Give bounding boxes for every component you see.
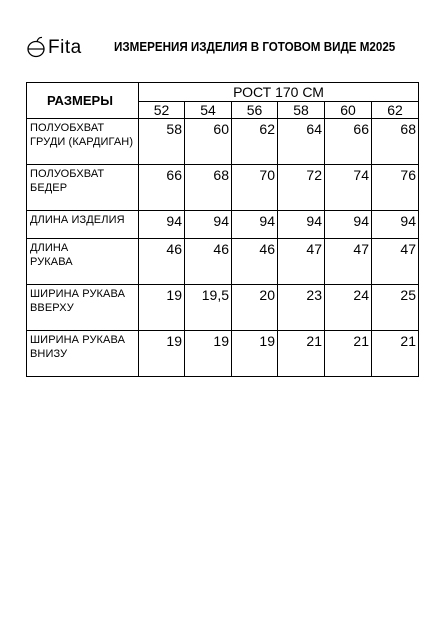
value-cell: 64	[278, 119, 325, 165]
value-cell: 47	[278, 239, 325, 285]
table-row	[27, 165, 419, 211]
value-cell: 25	[372, 285, 419, 331]
table-row	[27, 211, 419, 239]
value-cell: 47	[372, 239, 419, 285]
row-label-line: ВВЕРХУ	[30, 302, 74, 314]
row-label-line: ВНИЗУ	[30, 348, 68, 360]
row-label-line: ШИРИНА РУКАВА	[30, 288, 126, 300]
value-cell: 19	[139, 331, 185, 377]
row-label-line: ПОЛУОБХВАТ	[30, 168, 105, 180]
table-row	[27, 119, 419, 165]
table-row	[27, 285, 419, 331]
size-header: 58	[278, 102, 325, 119]
value-cell: 19,5	[185, 285, 232, 331]
value-cell: 21	[372, 331, 419, 377]
value-cell: 94	[139, 211, 185, 239]
row-label-line: ПОЛУОБХВАТ	[30, 122, 105, 134]
row-label	[27, 331, 139, 377]
row-label-line: ДЛИНА ИЗДЕЛИЯ	[30, 214, 125, 226]
row-label-line: ГРУДИ (КАРДИГАН)	[30, 136, 134, 148]
value-cell: 24	[325, 285, 372, 331]
table-row	[27, 331, 419, 377]
row-label-line: ДЛИНА	[30, 242, 69, 254]
fita-logo-icon	[26, 36, 46, 58]
table-header-row	[27, 83, 419, 102]
value-cell: 21	[278, 331, 325, 377]
size-header: 54	[185, 102, 232, 119]
size-header: 56	[232, 102, 278, 119]
size-header: 52	[139, 102, 185, 119]
value-cell: 94	[372, 211, 419, 239]
value-cell: 19	[139, 285, 185, 331]
value-cell: 74	[325, 165, 372, 211]
value-cell: 19	[185, 331, 232, 377]
brand-logo	[26, 32, 82, 62]
row-label	[27, 239, 139, 285]
page-header	[26, 32, 406, 62]
value-cell: 60	[185, 119, 232, 165]
value-cell: 70	[232, 165, 278, 211]
value-cell: 20	[232, 285, 278, 331]
value-cell: 66	[139, 165, 185, 211]
value-cell: 68	[185, 165, 232, 211]
height-header: РОСТ 170 СМ	[139, 83, 419, 102]
value-cell: 72	[278, 165, 325, 211]
row-label	[27, 285, 139, 331]
value-cell: 58	[139, 119, 185, 165]
value-cell: 46	[139, 239, 185, 285]
size-chart-table	[26, 82, 419, 377]
value-cell: 46	[185, 239, 232, 285]
value-cell: 46	[232, 239, 278, 285]
table-row	[27, 239, 419, 285]
sizes-header: РАЗМЕРЫ	[27, 83, 139, 119]
value-cell: 23	[278, 285, 325, 331]
row-label	[27, 119, 139, 165]
row-label-line: ШИРИНА РУКАВА	[30, 334, 126, 346]
size-header: 62	[372, 102, 419, 119]
value-cell: 94	[278, 211, 325, 239]
value-cell: 66	[325, 119, 372, 165]
value-cell: 62	[232, 119, 278, 165]
value-cell: 68	[372, 119, 419, 165]
row-label-line: РУКАВА	[30, 256, 73, 268]
value-cell: 21	[325, 331, 372, 377]
value-cell: 94	[325, 211, 372, 239]
size-header: 60	[325, 102, 372, 119]
value-cell: 76	[372, 165, 419, 211]
brand-name: Fita	[48, 36, 82, 58]
row-label	[27, 165, 139, 211]
value-cell: 94	[185, 211, 232, 239]
value-cell: 47	[325, 239, 372, 285]
document-title: ИЗМЕРЕНИЯ ИЗДЕЛИЯ В ГОТОВОМ ВИДЕ М2025	[114, 40, 396, 54]
row-label-line: БЕДЕР	[30, 182, 68, 194]
value-cell: 19	[232, 331, 278, 377]
value-cell: 94	[232, 211, 278, 239]
row-label	[27, 211, 139, 239]
